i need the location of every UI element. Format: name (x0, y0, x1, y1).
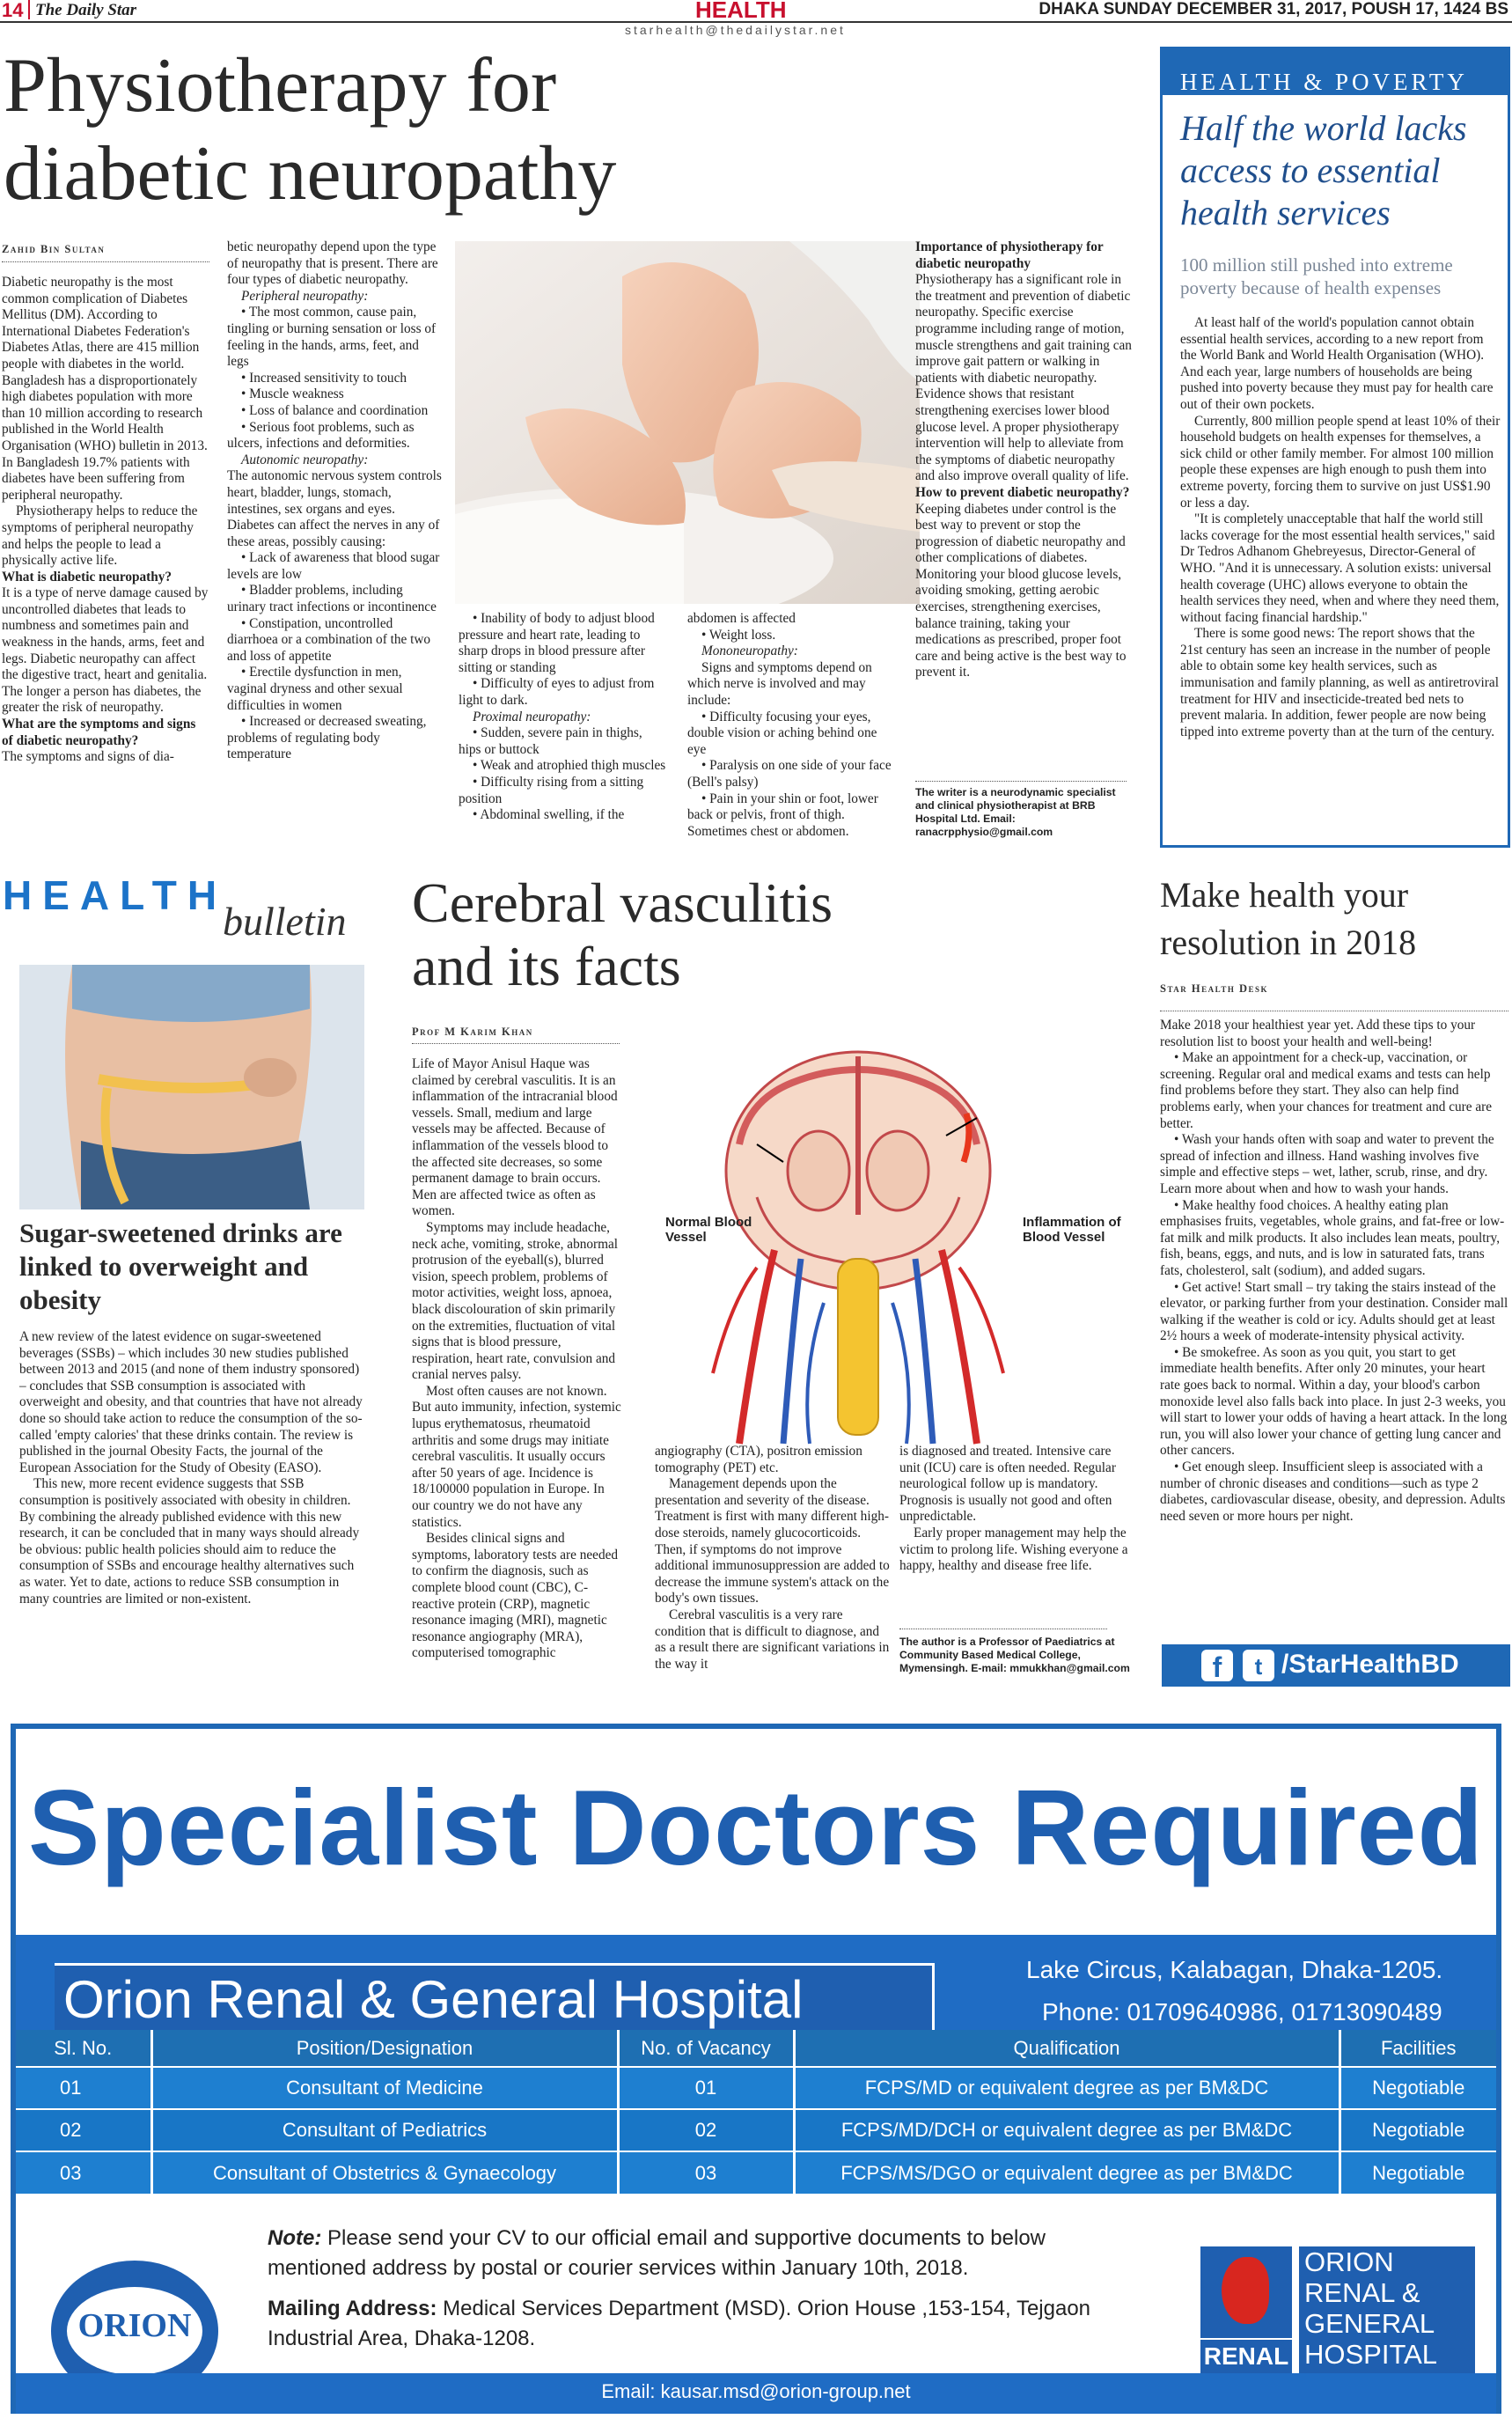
subhead-italic: Proximal neuropathy: (473, 709, 591, 724)
paragraph: Make 2018 your healthiest year yet. Add these tips to your resolution list to boost your health and well-being! (1160, 1018, 1476, 1049)
cell-facilities: Negotiable (1340, 2067, 1496, 2109)
bullet-item: • Sudden, severe pain in thighs, hips or buttock (459, 725, 642, 757)
cell-position: Consultant of Medicine (151, 2067, 618, 2109)
table-header: Qualification (794, 2030, 1340, 2067)
bullet-item: • Serious foot problems, such as ulcers, infections and deformities. (227, 419, 415, 452)
bullet-item: • Difficulty focusing your eyes, double vision or aching behind one eye (687, 709, 877, 757)
paragraph: Cerebral vasculitis is a very rare condition that is difficult to diagnose, and as a result there are significant variations in the way it (655, 1607, 890, 1672)
bullet-item: • Weak and atrophied thigh muscles (473, 758, 666, 774)
ad-headline: Specialist Doctors Required (27, 1768, 1485, 1887)
author-note: The author is a Professor of Paediatrics at Community Based Medical College, Mymensingh. E-mail: mmukkhan@gmail.com (899, 1636, 1130, 1674)
bullet-item: • Bladder problems, including urinary tract infections or incontinence (227, 583, 437, 615)
hospital-name-bar (55, 1963, 935, 2033)
orion-renal-logo (1195, 2241, 1477, 2373)
box-kicker: HEALTH & POVERTY (1180, 69, 1468, 95)
ad-email[interactable]: Email: kausar.msd@orion-group.net (601, 2380, 911, 2402)
divider (2, 261, 209, 262)
ad-frame (11, 1724, 1501, 2414)
hospital-name: Orion Renal & General Hospital (63, 1970, 804, 2029)
table-header-row (16, 2030, 1496, 2067)
bullet-item: • Increased sensitivity to touch (241, 370, 407, 386)
hospital-ad (0, 1699, 1512, 2419)
paragraph: Symptoms may include headache, neck ache, vomiting, stroke, abnormal protrusion of the eyeball(s), blurred vision, speech problem, problems of motor activities, weight loss, apnoea, black discolouration of skin primarily on the extremities, fluctuation of vital signs that is blood pressure, respiration, heart rate, convulsion and cranial nerves palsy. (412, 1219, 619, 1383)
twitter-icon[interactable]: t (1243, 1650, 1274, 1681)
cell-vacancy: 03 (618, 2151, 794, 2194)
subheading: Importance of physiotherapy for diabetic neuropathy (915, 239, 1104, 271)
table-row (16, 2109, 1496, 2151)
paragraph: The autonomic nervous system controls heart, bladder, lungs, stomach, intestines, sex organs and eyes. Diabetes can affect the nerves in any of these areas, possibly causing: (227, 468, 442, 549)
headline-line: Cerebral vasculitis (412, 871, 833, 934)
resolution-body (1160, 1018, 1508, 1525)
bullet-item: • Muscle weakness (241, 386, 344, 402)
box-subtitle: 100 million still pushed into extreme poverty because of health expenses (1180, 254, 1453, 298)
cell-qualification: FCPS/MD/DCH or equivalent degree as per BM&DC (794, 2109, 1340, 2151)
box-body (1180, 315, 1501, 740)
table-header: Sl. No. (16, 2030, 151, 2067)
subheading: What are the symptoms and signs of diabetic neuropathy? (2, 717, 196, 748)
orion-logo-text: ORION (77, 2307, 192, 2344)
cell-qualification: FCPS/MD or equivalent degree as per BM&DC (794, 2067, 1340, 2109)
resolution-headline: Make health your resolution in 2018 (1160, 875, 1417, 962)
page-header (0, 0, 1512, 37)
subhead-italic: Autonomic neuropathy: (241, 452, 369, 467)
bullet-item: • Increased or decreased sweating, problems of regulating body temperature (227, 714, 427, 762)
cell-sl: 01 (16, 2067, 151, 2109)
headline-line: diabetic neuropathy (4, 131, 617, 217)
right-logo-text (1299, 2246, 1475, 2373)
bullet-item: • Get enough sleep. Insufficient sleep is associated with a number of chronic diseases and conditions—such as type 2 diabetes, cardiovascular disease, obesity, and depression. Adults need seven or more hours per night. (1160, 1459, 1506, 1524)
bullet-item: • Lack of awareness that blood sugar levels are low (227, 550, 440, 582)
paragraph: Physiotherapy has a significant role in the treatment and prevention of diabetic neuropathy. Specific exercise programme including range of motion, muscle strengthens and gait training can improve gait pattern or walking in patients with diabetic neuropathy. Evidence shows that resistant strengthening exercises lower blood glucose level. A proper physiotherapy intervention will help to alleviate from the symptoms of diabetic neuropathy and also improve overall quality of life. (915, 272, 1132, 484)
social-handle[interactable]: /StarHealthBD (1281, 1650, 1459, 1679)
ad-note (268, 2224, 1130, 2283)
note-label: Note: (268, 2226, 322, 2250)
bullet-item: • Get active! Start small – try taking the stairs instead of the elevator, or parking further from your destination. Consider mall walking if the weather is cold or icy. Adults should get at least 2½ hours a week of moderate-intensity physical activity. (1160, 1279, 1508, 1344)
divider (915, 781, 1127, 782)
vasculitis-headline (412, 871, 833, 998)
bullet-item: • Loss of balance and coordination (241, 402, 429, 418)
page-number: 14 (2, 0, 24, 21)
cell-qualification: FCPS/MS/DGO or equivalent degree as per BM&DC (794, 2151, 1340, 2194)
mailing-text: Medical Services Department (MSD). Orion House ,153-154, Tejgaon Industrial Area, Dhaka-1208. (268, 2297, 1091, 2350)
bullet-item: • The most common, cause pain, tingling or burning sensation or loss of feeling in the hands, arms, feet, and legs (227, 305, 437, 370)
divider (28, 0, 30, 19)
logo-line: GENERAL (1304, 2308, 1435, 2339)
logo-line: HOSPITAL (1304, 2339, 1438, 2370)
article-column (655, 1444, 891, 1673)
cell-position: Consultant of Pediatrics (151, 2109, 618, 2151)
article-column (227, 239, 444, 763)
headline-line: Physiotherapy for (4, 43, 557, 129)
label-normal-vessel: Normal Blood Vessel (665, 1215, 752, 1245)
article-column (412, 1056, 621, 1662)
health-poverty-box (1160, 47, 1510, 848)
cell-vacancy: 01 (618, 2067, 794, 2109)
table-header: Position/Designation (151, 2030, 618, 2067)
paragraph: Physiotherapy helps to reduce the symptoms of peripheral neuropathy and helps the people to lead a physically active life. (2, 504, 198, 569)
headline-line: and its facts (412, 935, 681, 997)
bullet-item: • Erectile dysfunction in men, vaginal dryness and other sexual difficulties in women (227, 665, 403, 713)
article-column (915, 239, 1132, 681)
cell-sl: 02 (16, 2109, 151, 2151)
bullet-item: • Inability of body to adjust blood pressure and heart rate, leading to sharp drops in blood pressure after sitting or standing (459, 611, 655, 675)
section-email[interactable]: starhealth@thedailystar.net (625, 23, 846, 37)
bulletin-label-bulletin: bulletin (223, 899, 347, 944)
note-text: Please send your CV to our official email and supportive documents to below mentioned address by postal or courier services within January 10th, 2018. (268, 2226, 1046, 2280)
paragraph: Life of Mayor Anisul Haque was claimed by cerebral vasculitis. It is an inflammation of the intracranial blood vessels. Small, medium and large vessels may be affected. Because of inflammation of the vessels blood to the affected site decreases, so some permanent damage to brain occurs. Men are affected twice as often as women. (412, 1056, 618, 1219)
article-column (899, 1444, 1134, 1575)
table-row (16, 2067, 1496, 2109)
byline: Prof M Karim Khan (412, 1026, 533, 1038)
subheading: What is diabetic neuropathy? (2, 569, 172, 585)
bullet-item: • Constipation, uncontrolled diarrhoea or a combination of the two and loss of appetite (227, 615, 431, 664)
bullet-item: • Pain in your shin or foot, lower back or pelvis, front of thigh. Sometimes chest or abdomen. (687, 790, 878, 839)
paragraph: It is a type of nerve damage caused by uncontrolled diabetes that leads to numbness and sometimes pain and weakness in the hands, arms, feet and legs. Diabetic neuropathy can affect the digestive tract, heart and genitalia. The longer a person has diabetes, the greater the risk of neuropathy. (2, 585, 209, 716)
vacancy-table (16, 2030, 1496, 2194)
paper-name: The Daily Star (35, 1, 137, 19)
bullet-item: • Make healthy food choices. A healthy eating plan emphasises fruits, vegetables, whole grains, and fat-free or low-fat milk and milk products. It also includes lean meats, poultry, fish, beans, eggs, and nuts, and is low in saturated fats, trans fats, cholesterol, salt (sodium), and added sugars. (1160, 1197, 1505, 1278)
hospital-address: Lake Circus, Kalabagan, Dhaka-1205. (1026, 1956, 1443, 1983)
bulletin-body (19, 1329, 368, 1607)
table-header: No. of Vacancy (618, 2030, 794, 2067)
table-row (16, 2151, 1496, 2194)
social-bar (1162, 1644, 1510, 1687)
paragraph: Most often causes are not known. But auto immunity, infection, systemic lupus erythematosus, rheumatoid arthritis and some drugs may initiate cerebral vasculitis. It usually occurs after 50 years of age. Incidence is 18/100000 population in Europe. In our country we do not have any statistics. (412, 1383, 621, 1530)
cell-vacancy: 02 (618, 2109, 794, 2151)
divider (412, 1043, 620, 1044)
paragraph: A new review of the latest evidence on sugar-sweetened beverages (SSBs) – which includes 30 new studies published between 2013 and 2015 (and none of them industry sponsored) – concludes that SSB consumption is associated with overweight and obesity, and that countries that have not already done so should take action to reduce the consumption of the so-called 'empty calories' that these drinks contain. The review is published in the journal Obesity Facts, the journal of the European Association for the Study of Obesity (EASO). (19, 1329, 363, 1475)
dateline: DHAKA SUNDAY DECEMBER 31, 2017, POUSH 17, 1424 BS (1039, 0, 1508, 18)
bullet-item: • Wash your hands often with soap and water to prevent the spread of infection and illness. Hand washing involves five simple and effective steps – wet, lather, scrub, rinse, and dry. Learn more about when and how to wash your hands. (1160, 1132, 1494, 1196)
article-column (2, 275, 209, 766)
logo-line: RENAL & (1304, 2277, 1420, 2308)
paragraph: is diagnosed and treated. Intensive care unit (ICU) care is often needed. Regular neurological follow up is mandatory. Prognosis is usually not good and often unpredictable. (899, 1444, 1116, 1525)
mailing-label: Mailing Address: (268, 2297, 437, 2320)
paragraph: angiography (CTA), positron emission tomography (PET) etc. (655, 1444, 862, 1475)
table-header: Facilities (1340, 2030, 1496, 2067)
paragraph: abdomen is affected (687, 611, 796, 626)
facebook-icon[interactable]: f (1201, 1650, 1233, 1681)
renal-tag: RENAL (1200, 2340, 1292, 2373)
bulletin-title: Sugar-sweetened drinks are linked to overweight and obesity (19, 1217, 342, 1315)
bullet-item: • Make an appointment for a check-up, vaccination, or screening. Regular oral and medical exams and tests can help find problems before they start. They also can help find problems early, when your chances for treatment and cure are better. (1160, 1050, 1493, 1131)
byline: Star Health Desk (1160, 982, 1268, 995)
article-column (687, 611, 899, 840)
hospital-phone: Phone: 01709640986, 01713090489 (1042, 1998, 1442, 2026)
paragraph: At least half of the world's population cannot obtain essential health services, according to a new report from the World Bank and World Health Organisation (WHO). And each year, large numbers of households are being pushed into poverty because they must pay for health care out of their own pockets. (1180, 315, 1494, 412)
logo-line: ORION (1304, 2246, 1394, 2277)
paragraph: This new, more recent evidence suggests that SSB consumption is positively associated with obesity in children. By combining the already published evidence with this new research, it can be concluded that in many ways should already be obvious: public health policies should aim to reduce the consumption of SSBs and encourage healthy alternatives such as water. Yet to date, actions to reduce SSB consumption in many countries are limited or non-existent. (19, 1476, 360, 1607)
main-headline (4, 42, 616, 218)
bullet-item: • Difficulty of eyes to adjust from light to dark. (459, 676, 655, 708)
cell-position: Consultant of Obstetrics & Gynaecology (151, 2151, 618, 2194)
physiotherapy-photo (455, 241, 920, 604)
byline: Zahid Bin Sultan (2, 243, 106, 255)
cell-sl: 03 (16, 2151, 151, 2194)
article-column (459, 611, 666, 824)
paragraph: "It is completely unacceptable that half the world still lacks coverage for the most essential health services," said Dr Tedros Adhanom Ghebreyesus, Director-General of WHO. "And it is unnecessary. A solution exists: universal health coverage (UHC) allows everyone to obtain the health services they need, when and where they need them, without facing financial hardship." (1180, 511, 1500, 625)
paragraph: Management depends upon the presentation and severity of the disease. Treatment is first with many different high-dose steroids, namely glucocorticoids. Then, if symptoms do not improve additional immunosuppression are added to decrease the immune system's attack on the body's own tissues. (655, 1476, 890, 1607)
label-inflamed-vessel: Inflammation of Blood Vessel (1023, 1215, 1121, 1245)
kidney-icon (1222, 2257, 1269, 2324)
ad-mailing (268, 2294, 1130, 2354)
paragraph: betic neuropathy depend upon the type of neuropathy that is present. There are four types of diabetic neuropathy. (227, 239, 438, 288)
email-bar (16, 2373, 1496, 2414)
box-title: Half the world lacks access to essential health services (1180, 108, 1467, 232)
bulletin-label-health: HEALTH (3, 872, 228, 918)
subheading: How to prevent diabetic neuropathy? (915, 484, 1130, 500)
section-title: HEALTH (695, 0, 787, 23)
cell-facilities: Negotiable (1340, 2109, 1496, 2151)
brain-illustration (651, 1039, 1162, 1452)
bullet-item: • Be smokefree. As soon as you quit, you start to get immediate health benefits. After only 20 minutes, your heart rate goes back to normal. Within a day, your blood's carbon monoxide level also falls back into place. In just 2-3 weeks, you will start to lower your odds of having a heart attack. In the long run, you will also lower your chance of getting lung cancer and other cancers. (1160, 1344, 1508, 1459)
subhead-italic: Mononeuropathy: (701, 643, 798, 659)
bullet-item: • Difficulty rising from a sitting position (459, 774, 644, 806)
paragraph: Diabetic neuropathy is the most common complication of Diabetes Mellitus (DM). According to International Diabetes Federation's Diabetes Atlas, there are 415 million people with diabetes in the world. Bangladesh has a disproportionately high diabetes population with more than 10 million according to research published in the World Health Organisation (WHO) bulletin in 2013. In Bangladesh 19.7% patients with diabetes have been suffering from peripheral neuropathy. (2, 275, 208, 503)
paragraph: Keeping diabetes under control is the best way to prevent or stop the progression of diabetic neuropathy and other complications of diabetes. Monitoring your blood glucose levels, avoiding smoking, getting aerobic exercises, strengthening exercises, balance training, taking your medications as prescribed, proper foot care and being active is the best way to prevent it. (915, 501, 1127, 680)
paragraph: There is some good news: The report shows that the 21st century has seen an increase in the number of people able to obtain some key health services, such as immunisation and family planning, as well as antiretroviral treatment for HIV and insecticide-treated bed nets to prevent malaria. In addition, fewer people are now being tipped into extreme poverty than at the turn of the century. (1180, 626, 1499, 739)
waist-measure-photo (19, 965, 364, 1210)
cell-facilities: Negotiable (1340, 2151, 1496, 2194)
paragraph: Besides clinical signs and symptoms, laboratory tests are needed to confirm the diagnosis, such as complete blood count (CBC), C-reactive protein (CRP), magnetic resonance imaging (MRI), magnetic resonance angiography (MRA), computerised tomographic (412, 1531, 619, 1661)
paragraph: Early proper management may help the victim to prolong life. Wishing everyone a happy, healthy and disease free life. (899, 1525, 1128, 1574)
bullet-item: • Weight loss. (701, 627, 776, 643)
bulletin-label (3, 871, 372, 944)
paragraph: Currently, 800 million people spend at least 10% of their household budgets on health expenses for themselves, a sick child or other family member. For almost 100 million people these expenses are high enough to push them into extreme poverty, forcing them to survive on just US$1.90 or less a day. (1180, 413, 1501, 511)
paragraph: The symptoms and signs of dia- (2, 749, 174, 765)
subhead-italic: Peripheral neuropathy: (241, 288, 369, 304)
bullet-item: • Paralysis on one side of your face (Bell's palsy) (687, 758, 892, 790)
bullet-item: • Abdominal swelling, if the (473, 807, 625, 823)
writer-note: The writer is a neurodynamic specialist and clinical physiotherapist at BRB Hospital Ltd. Email: ranacrpphysio@gmail.com (915, 786, 1116, 838)
paragraph: Signs and symptoms depend on which nerve is involved and may include: (687, 659, 872, 708)
